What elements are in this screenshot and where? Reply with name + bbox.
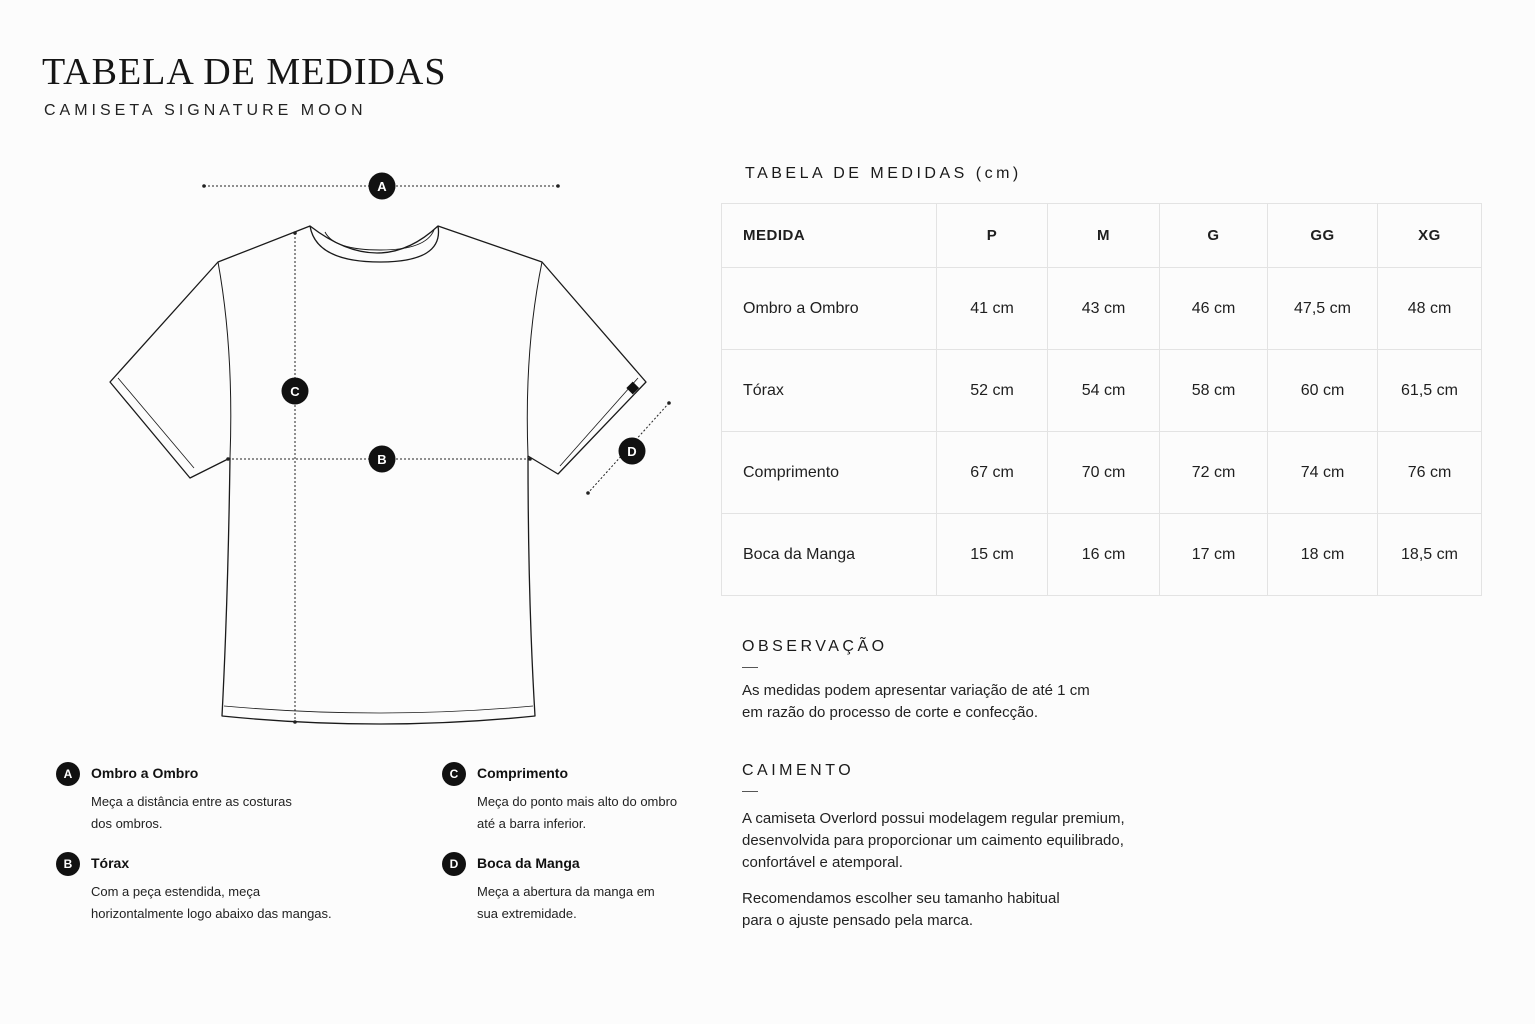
marker-c bbox=[282, 378, 309, 405]
legend-badge: B bbox=[56, 852, 80, 876]
legend-badge: A bbox=[56, 762, 80, 786]
column-header: M bbox=[1048, 204, 1160, 268]
table-row bbox=[722, 514, 1482, 596]
table-cell: 48 cm bbox=[1378, 268, 1482, 350]
table-cell: 41 cm bbox=[937, 268, 1048, 350]
table-cell: 16 cm bbox=[1048, 514, 1160, 596]
caimento-paragraph-1: A camiseta Overlord possui modelagem regular premium, desenvolvida para proporcionar um caimento equilibrado, confortável e atemporal. bbox=[742, 810, 1125, 871]
table-cell: 76 cm bbox=[1378, 432, 1482, 514]
legend-title: Ombro a Ombro bbox=[91, 765, 199, 781]
table-cell: 47,5 cm bbox=[1268, 268, 1378, 350]
table-cell: Comprimento bbox=[722, 432, 937, 514]
table-row bbox=[722, 350, 1482, 432]
table-cell: 17 cm bbox=[1160, 514, 1268, 596]
table-cell: 70 cm bbox=[1048, 432, 1160, 514]
caimento-heading: CAIMENTO bbox=[742, 762, 855, 779]
column-header: G bbox=[1160, 204, 1268, 268]
legend-desc: Meça a distância entre as costuras dos ombros. bbox=[91, 794, 292, 831]
svg-text:D: D bbox=[627, 444, 637, 459]
observacao-text: As medidas podem apresentar variação de até 1 cm em razão do processo de corte e confecção. bbox=[742, 682, 1090, 721]
observacao-heading: OBSERVAÇÃO bbox=[742, 638, 888, 655]
caimento-rule bbox=[742, 791, 758, 792]
caimento-paragraph-2: Recomendamos escolher seu tamanho habitual para o ajuste pensado pela marca. bbox=[742, 890, 1060, 929]
table-cell: 18 cm bbox=[1268, 514, 1378, 596]
legend-title: Comprimento bbox=[477, 765, 568, 781]
legend-badge: D bbox=[442, 852, 466, 876]
size-table bbox=[721, 203, 1482, 596]
table-cell: 52 cm bbox=[937, 350, 1048, 432]
page-title: TABELA DE MEDIDAS bbox=[42, 51, 447, 93]
svg-text:A: A bbox=[377, 179, 387, 194]
legend-title: Boca da Manga bbox=[477, 855, 580, 871]
table-cell: Tórax bbox=[722, 350, 937, 432]
table-cell: Boca da Manga bbox=[722, 514, 937, 596]
marker-b bbox=[369, 446, 396, 473]
column-header: MEDIDA bbox=[722, 204, 937, 268]
table-cell: 46 cm bbox=[1160, 268, 1268, 350]
legend-desc: Meça a abertura da manga em sua extremidade. bbox=[477, 884, 655, 921]
legend-desc: Com a peça estendida, meça horizontalmente logo abaixo das mangas. bbox=[91, 884, 332, 921]
table-cell: 18,5 cm bbox=[1378, 514, 1482, 596]
svg-text:B: B bbox=[377, 452, 387, 467]
table-heading: TABELA DE MEDIDAS (cm) bbox=[745, 165, 1022, 182]
marker-a bbox=[369, 173, 396, 200]
legend-badge: C bbox=[442, 762, 466, 786]
svg-text:C: C bbox=[290, 384, 300, 399]
legend-desc: Meça do ponto mais alto do ombro até a barra inferior. bbox=[477, 794, 678, 831]
marker-d bbox=[619, 438, 646, 465]
tshirt-outline bbox=[110, 226, 646, 724]
table-cell: 61,5 cm bbox=[1378, 350, 1482, 432]
table-header-row bbox=[722, 204, 1482, 268]
legend-title: Tórax bbox=[91, 855, 130, 871]
table-cell: 67 cm bbox=[937, 432, 1048, 514]
table-cell: 43 cm bbox=[1048, 268, 1160, 350]
table-row bbox=[722, 268, 1482, 350]
page-subtitle: CAMISETA SIGNATURE MOON bbox=[44, 102, 367, 119]
table-cell: 60 cm bbox=[1268, 350, 1378, 432]
table-cell: 74 cm bbox=[1268, 432, 1378, 514]
column-header: GG bbox=[1268, 204, 1378, 268]
table-cell: 72 cm bbox=[1160, 432, 1268, 514]
table-cell: 54 cm bbox=[1048, 350, 1160, 432]
tshirt-diagram bbox=[90, 160, 690, 740]
table-row bbox=[722, 432, 1482, 514]
observacao-rule bbox=[742, 667, 758, 668]
table-cell: 15 cm bbox=[937, 514, 1048, 596]
column-header: P bbox=[937, 204, 1048, 268]
sleeve-tag bbox=[626, 382, 639, 395]
column-header: XG bbox=[1378, 204, 1482, 268]
table-cell: Ombro a Ombro bbox=[722, 268, 937, 350]
table-cell: 58 cm bbox=[1160, 350, 1268, 432]
